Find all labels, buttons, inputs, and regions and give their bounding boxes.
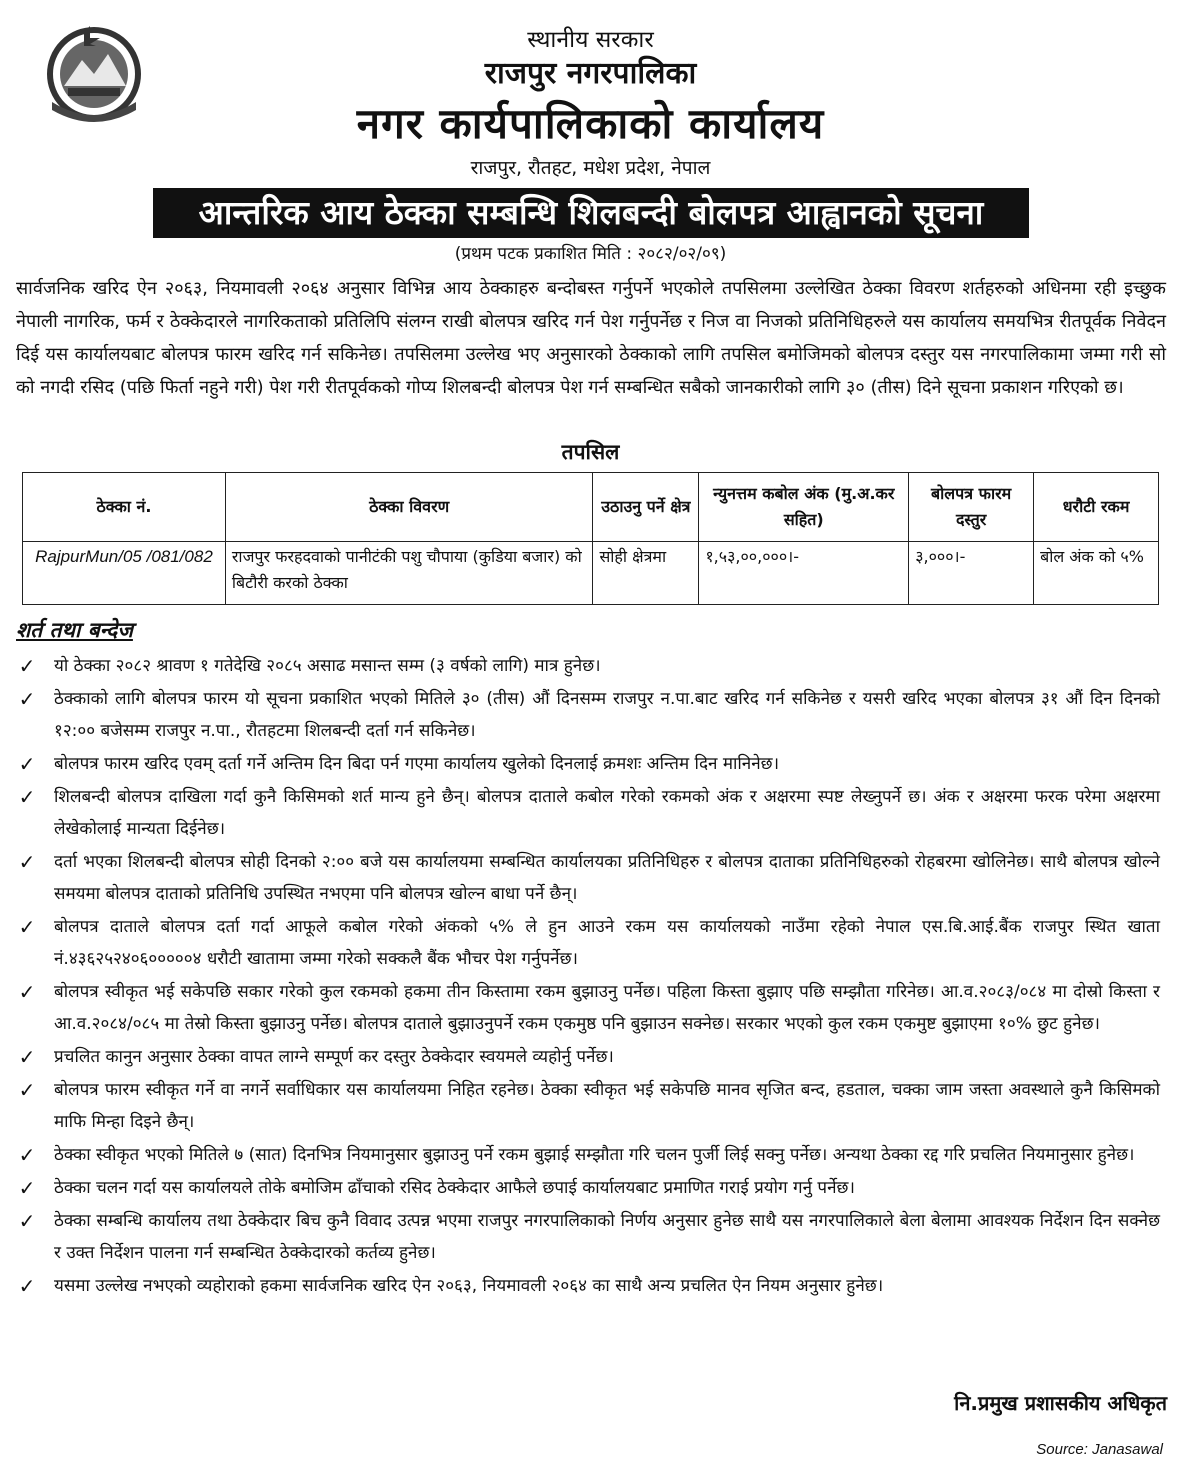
col-form-fee: बोलपत्र फारम दस्तुर [909,473,1034,542]
term-text: ठेक्का स्वीकृत भएको मितिले ७ (सात) दिनभित्र नियमानुसार बुझाउनु पर्ने रकम बुझाई सम्झौता गरि चलन पुर्जी लिई सक्नु पर्नेछ। अन्यथा ठेक्का रद्द गरि प्रचलित नियमानुसार हुनेछ। [54,1145,1135,1165]
list-item [10,1139,1160,1171]
list-item [10,748,1160,780]
term-text: दर्ता भएका शिलबन्दी बोलपत्र सोही दिनको २:०० बजे यस कार्यालयमा सम्बन्धित कार्यालयका प्रतिनिधिहरु र बोलपत्र दाताका प्रतिनिधिहरुको रोहबरमा खोलिनेछ। साथै बोलपत्र खोल्ने समयमा बोलपत्र दाताको प्रतिनिधि उपस्थित नभएमा पनि बोलपत्र खोल्न बाधा पर्ने छैन्। [54,852,1160,904]
list-item [10,911,1160,975]
term-text: ठेक्का चलन गर्दा यस कार्यालयले तोके बमोजिम ढाँचाको रसिद ठेक्केदार आफैले छपाई कार्यालयबाट प्रमाणित गराई प्रयोग गर्नु पर्नेछ। [54,1178,855,1198]
checkmark-icon: ✓ [18,1143,36,1167]
terms-list [10,650,1160,1303]
list-item [10,1074,1160,1138]
office-address: राजपुर, रौतहट, मधेश प्रदेश, नेपाल [470,157,711,179]
cell-description: राजपुर फरहदवाको पानीटंकी पशु चौपाया (कुडिया बजार) को बिटौरी करको ठेक्का [225,542,593,605]
list-item [10,1270,1160,1302]
intro-paragraph: सार्वजनिक खरिद ऐन २०६३, नियमावली २०६४ अनुसार विभिन्न आय ठेक्काहरु बन्दोबस्त गर्नुपर्ने भएकोले तपसिलमा उल्लेखित ठेक्का विवरण शर्तहरुको अधिनमा रही इच्छुक नेपाली नागरिक, फर्म र ठेक्केदारले नागरिकताको प्रतिलिपि संलग्न राखी बोलपत्र खरिद गर्न पेश गर्नुपर्नेछ र निज वा निजको प्रतिनिधिहरुले यस कार्यालय समयभित्र रीतपूर्वक निवेदन दिई यस कार्यालयबाट बोलपत्र फारम खरिद गर्न सकिनेछ। तपसिलमा उल्लेख भए अनुसारको ठेक्काको लागि तपसिल बमोजिमको बोलपत्र दस्तुर यस नगरपालिकामा जम्मा गरी सो को नगदी रसिद (पछि फिर्ता नहुने गरी) पेश गरी रीतपूर्वकको गोप्य शिलबन्दी बोलपत्र पेश गर्न सम्बन्धित सबैको जानकारीको लागि ३० (तीस) दिने सूचना प्रकाशन गरिएको छ। [16,278,1166,398]
list-item [10,846,1160,910]
term-text: ठेक्का सम्बन्धि कार्यालय तथा ठेक्केदार बिच कुनै विवाद उत्पन्न भएमा राजपुर नगरपालिकाको निर्णय अनुसार हुनेछ साथै यस नगरपालिकाले बेला बेलामा आवश्यक निर्देशन दिन सक्नेछ र उक्त निर्देशन पालना गर्न सम्बन्धित ठेक्केदारको कर्तव्य हुनेछ। [54,1211,1160,1263]
signatory: नि.प्रमुख प्रशासकीय अधिकृत [954,1391,1167,1415]
cell-contract-no: RajpurMun/05 /081/082 [23,542,226,605]
list-item [10,781,1160,845]
source-credit: Source: Janasawal [1036,1441,1163,1458]
municipality-name: राजपुर नगरपालिका [484,56,697,91]
term-text: बोलपत्र फारम स्वीकृत गर्ने वा नगर्ने सर्वाधिकार यस कार्यालयमा निहित रहनेछ। ठेक्का स्वीकृत भई सकेपछि मानव सृजित बन्द, हडताल, चक्का जाम जस्ता अवस्थाले कुनै किसिमको माफि मिन्हा दिइने छैन्। [54,1080,1160,1132]
notice-title: आन्तरिक आय ठेक्का सम्बन्धि शिलबन्दी बोलपत्र आह्वानको सूचना [153,188,1029,238]
term-text: बोलपत्र स्वीकृत भई सकेपछि सकार गरेको कुल रकमको हकमा तीन किस्तामा रकम बुझाउनु पर्नेछ। पहिला किस्ता बुझाए पछि सम्झौता गरिनेछ। आ.व.२०८३/०८४ मा दोस्रो किस्ता र आ.व.२०८४/०८५ मा तेस्रो किस्ता बुझाउनु पर्नेछ। बोलपत्र दाताले बुझाउनुपर्ने रकम एकमुष्ठ पनि बुझाउन सक्नेछ। सरकार भएको कुल रकम एकमुष्ट बुझाएमा १०% छुट हुनेछ। [54,982,1160,1034]
checkmark-icon: ✓ [18,915,36,939]
cell-min-bid: १,५३,००,०००।- [699,542,909,605]
term-text: यो ठेक्का २०८२ श्रावण १ गतेदेखि २०८५ असाढ मसान्त सम्म (३ वर्षको लागि) मात्र हुनेछ। [54,656,601,676]
publish-date: (प्रथम पटक प्रकाशित मिति : २०८२/०२/०९) [454,244,727,264]
checkmark-icon: ✓ [18,1209,36,1233]
checkmark-icon: ✓ [18,785,36,809]
office-name: नगर कार्यपालिकाको कार्यालय [356,99,825,148]
checkmark-icon: ✓ [18,1274,36,1298]
checkmark-icon: ✓ [18,687,36,711]
table-header-row [23,473,1159,542]
checkmark-icon: ✓ [18,850,36,874]
list-item [10,683,1160,747]
col-description: ठेक्का विवरण [225,473,593,542]
cell-deposit: बोल अंक को ५% [1034,542,1159,605]
term-text: यसमा उल्लेख नभएको व्यहोराको हकमा सार्वजनिक खरिद ऐन २०६३, नियमावली २०६४ का साथै अन्य प्रचलित ऐन नियम अनुसार हुनेछ। [54,1276,884,1296]
term-text: बोलपत्र दाताले बोलपत्र दर्ता गर्दा आफूले कबोल गरेको अंकको ५% ले हुन आउने रकम यस कार्यालयको नाउँमा रहेको नेपाल एस.बि.आई.बैंक राजपुर स्थित खाता नं.४३६२५२४०६०००००४ धरौटी खातामा जम्मा गरेको सक्कलै बैंक भौचर पेश गर्नुपर्नेछ। [54,917,1160,969]
list-item [10,650,1160,682]
checkmark-icon: ✓ [18,1045,36,1069]
table-row [23,542,1159,605]
list-item [10,976,1160,1040]
checkmark-icon: ✓ [18,1078,36,1102]
checkmark-icon: ✓ [18,980,36,1004]
schedule-heading: तपसिल [561,440,620,464]
term-text: ठेक्काको लागि बोलपत्र फारम यो सूचना प्रकाशित भएको मितिले ३० (तीस) औं दिनसम्म राजपुर न.पा.बाट खरिद गर्न सकिनेछ र यसरी खरिद भएका बोलपत्र ३१ औं दिन दिनको १२:०० बजेसम्म राजपुर न.पा., रौतहटमा शिलबन्दी दर्ता गर्न सकिनेछ। [54,689,1160,741]
checkmark-icon: ✓ [18,654,36,678]
list-item [10,1172,1160,1204]
term-text: प्रचलित कानुन अनुसार ठेक्का वापत लाग्ने सम्पूर्ण कर दस्तुर ठेक्केदार स्वयमले व्यहोर्नु पर्नेछ। [54,1047,614,1067]
terms-heading: शर्त तथा बन्देज [16,618,133,642]
col-deposit: धरौटी रकम [1034,473,1159,542]
cell-area: सोही क्षेत्रमा [593,542,699,605]
term-text: बोलपत्र फारम खरिद एवम् दर्ता गर्ने अन्तिम दिन बिदा पर्न गएमा कार्यालय खुलेको दिनलाई क्रमशः अन्तिम दिन मानिनेछ। [54,754,780,774]
checkmark-icon: ✓ [18,752,36,776]
list-item [10,1205,1160,1269]
list-item [10,1041,1160,1073]
contract-table [22,472,1159,605]
local-government-label: स्थानीय सरकार [527,27,654,53]
col-contract-no: ठेक्का नं. [23,473,226,542]
cell-form-fee: ३,०००।- [909,542,1034,605]
col-area: उठाउनु पर्ने क्षेत्र [593,473,699,542]
term-text: शिलबन्दी बोलपत्र दाखिला गर्दा कुनै किसिमको शर्त मान्य हुने छैन्। बोलपत्र दाताले कबोल गरेको रकमको अंक र अक्षरमा स्पष्ट लेख्नुपर्ने छ। अंक र अक्षरमा फरक परेमा अक्षरमा लेखेकोलाई मान्यता दिईनेछ। [54,787,1160,839]
checkmark-icon: ✓ [18,1176,36,1200]
col-min-bid: न्युनत्तम कबोल अंक (मु.अ.कर सहित) [699,473,909,542]
